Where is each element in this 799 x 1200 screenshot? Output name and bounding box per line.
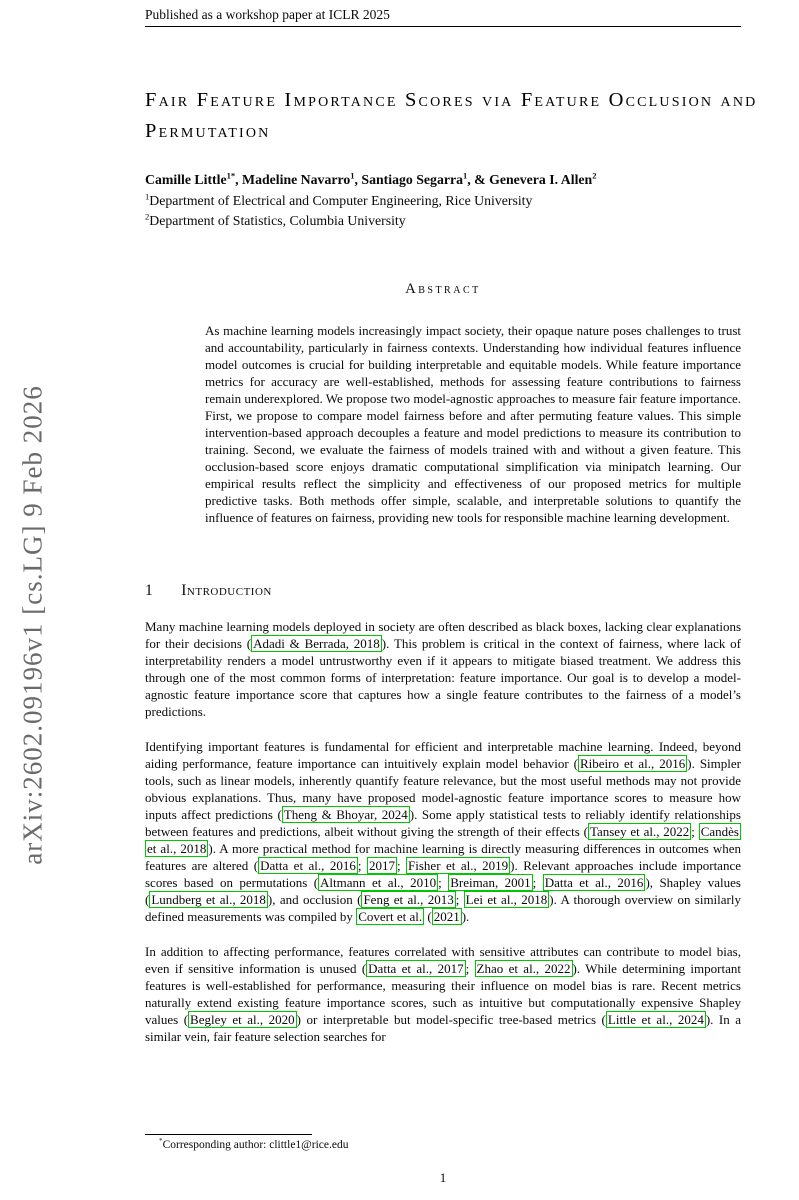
citation-link[interactable]: Adadi & Berrada, 2018 [253, 636, 380, 651]
author-affiliation-superscript: 1* [226, 170, 236, 181]
citation-link[interactable]: Tansey et al., 2022 [589, 824, 690, 839]
citation-link[interactable]: Zhao et al., 2022 [476, 961, 571, 976]
header-rule [145, 26, 741, 27]
citation-link[interactable]: Datta et al., 2017 [368, 961, 464, 976]
author-affiliation-superscript: 1 [463, 170, 468, 181]
citation-link[interactable]: Ribeiro et al., 2016 [580, 756, 686, 771]
citation-link[interactable]: Altmann et al., 2010 [320, 875, 437, 890]
citation-link[interactable]: Lei et al., 2018 [465, 892, 548, 907]
abstract-text: As machine learning models increasingly impact society, their opaque nature poses challenges to trust and accountability, particularly in fairness contexts. Understanding how individual features influence model outcomes is crucial for building interpretable and equitable models. While feature importance metrics for accuracy are well-established, methods for assessing feature contributions to fairness remain underexplored. We propose two model-agnostic approaches to measure fair feature importance. First, we propose to compare model fairness before and after permuting feature values. This simple intervention-based approach decouples a feature and model predictions to measure its contribution to training. Second, we evaluate the fairness of models trained with and without a given feature. This occlusion-based score enjoys dramatic computational simplification via minipatch learning. Our empirical results reflect the simplicity and effectiveness of our proposed metrics for multiple predictive tasks. Both methods offer simple, scalable, and interpretable solutions to quantify the influence of features on fairness, providing new tools for responsible machine learning development. [205, 323, 741, 525]
citation-link[interactable]: 2017 [368, 858, 395, 873]
body-paragraph: Many machine learning models deployed in society are often described as black boxes, lacking clear explanations for their decisions ( Adadi & Berrada, 2018 ). This problem is critical in the context of fairness, where lack of interpretability renders a model untrustworthy even if it appears to mitigate biased treatment. We address this through one of the most common forms of interpretation: feature importance. Our goal is to develop a model-agnostic feature importance score that captures how a single feature contributes to the fairness of a model’s predictions. [145, 619, 741, 719]
citation-link[interactable]: Theng & Bhoyar, 2024 [283, 807, 408, 822]
footnote-text: Corresponding author: clittle1@rice.edu [162, 1139, 349, 1151]
affiliations [145, 191, 741, 231]
section-number: 1 [145, 582, 154, 599]
body-paragraph: In addition to affecting performance, features correlated with sensitive attributes can contribute to model bias, even if sensitive information is unused ( Datta et al., 2017 ; Zhao et al., 2022 ). While determining important features is well-established for performance, measuring their influence on model bias is rare. Recent metrics naturally extend existing feature importance scores, such as intuitive but computationally expensive Shapley values ( Begley et al., 2020 ) or interpretable but model-specific tree-based metrics ( Little et al., 2024 ). In a similar vein, fair feature selection searches for [145, 944, 742, 1044]
citation-link[interactable]: Covert et al. [358, 909, 423, 924]
arxiv-watermark: arXiv:2602.09196v1 [cs.LG] 9 Feb 2026 [17, 385, 48, 865]
affiliation-line: $^2$Department of Statistics, Columbia University [145, 211, 406, 228]
introduction-paragraphs [145, 618, 741, 1045]
footnote-rule [145, 1134, 312, 1135]
section-title: Introduction [181, 582, 272, 599]
citation-link[interactable]: Begley et al., 2020 [190, 1012, 295, 1027]
footnote-block [145, 1134, 741, 1151]
body-paragraph: Identifying important features is fundamental for efficient and interpretable machine learning. Indeed, beyond aiding performance, feature importance can intuitively explain model behavior ( Ribeiro et al., 2016 ). Simpler tools, such as linear models, inherently quantify feature relevance, but the most useful methods may not provide obvious explanations. Thus, many have proposed model-agnostic feature importance scores to measure how inputs affect predictions ( Theng & Bhoyar, 2024 ). Some apply statistical tests to reliably identify relationships between features and predictions, albeit without giving the strength of their effects ( Tansey et al., 2022 ; Candès et al., 2018 ). A more practical method for machine learning is directly measuring differences in outcomes when features are altered ( Datta et al., 2016 ; 2017 ; Fisher et al., 2019 ). Relevant approaches include importance scores based on permutations ( Altmann et al., 2010 ; Breiman, 2001 ; Datta et al., 2016 ), Shapley values ( Lundberg et al., 2018 ), and occlusion ( Feng et al., 2013 ; Lei et al., 2018 ). A thorough overview on similarly defined measurements was compiled by Covert et al. ( 2021 ). [145, 739, 742, 924]
citation-link[interactable]: Feng et al., 2013 [363, 892, 454, 907]
citation-link[interactable]: Lundberg et al., 2018 [151, 892, 266, 907]
citation-link[interactable]: Breiman, 2001 [450, 875, 531, 890]
citation-link[interactable]: Little et al., 2024 [607, 1012, 704, 1027]
page-number: 1 [439, 1170, 447, 1185]
section-heading-introduction [145, 582, 741, 600]
author-affiliation-superscript: 2 [592, 170, 597, 181]
paper-title: Fair Feature Importance Scores via Feature Occlusion and Permutation [145, 89, 758, 142]
abstract-heading: Abstract [405, 281, 481, 297]
affiliation-line: $^1$Department of Electrical and Computer Engineering, Rice University [145, 191, 533, 208]
citation-link[interactable]: Candès et al., 2018 [147, 824, 739, 856]
footnote-corresponding-author [145, 1139, 741, 1151]
author-line: Camille Little$^{1*}$, Madeline Navarro$^1$, Santiago Segarra$^1$, & Genevera I. Allen$^2$ [145, 170, 597, 187]
citation-link[interactable]: 2021 [433, 909, 460, 924]
paper-page-content [145, 0, 758, 1045]
running-header: Published as a workshop paper at ICLR 2025 [145, 7, 390, 22]
footnote-marker: * [159, 1137, 163, 1146]
citation-link[interactable]: Fisher et al., 2019 [408, 858, 509, 873]
author-affiliation-superscript: 1 [350, 170, 355, 181]
citation-link[interactable]: Datta et al., 2016 [544, 875, 644, 890]
citation-link[interactable]: Datta et al., 2016 [260, 858, 356, 873]
affiliation-superscript: 2 [145, 211, 150, 222]
affiliation-superscript: 1 [145, 191, 150, 202]
